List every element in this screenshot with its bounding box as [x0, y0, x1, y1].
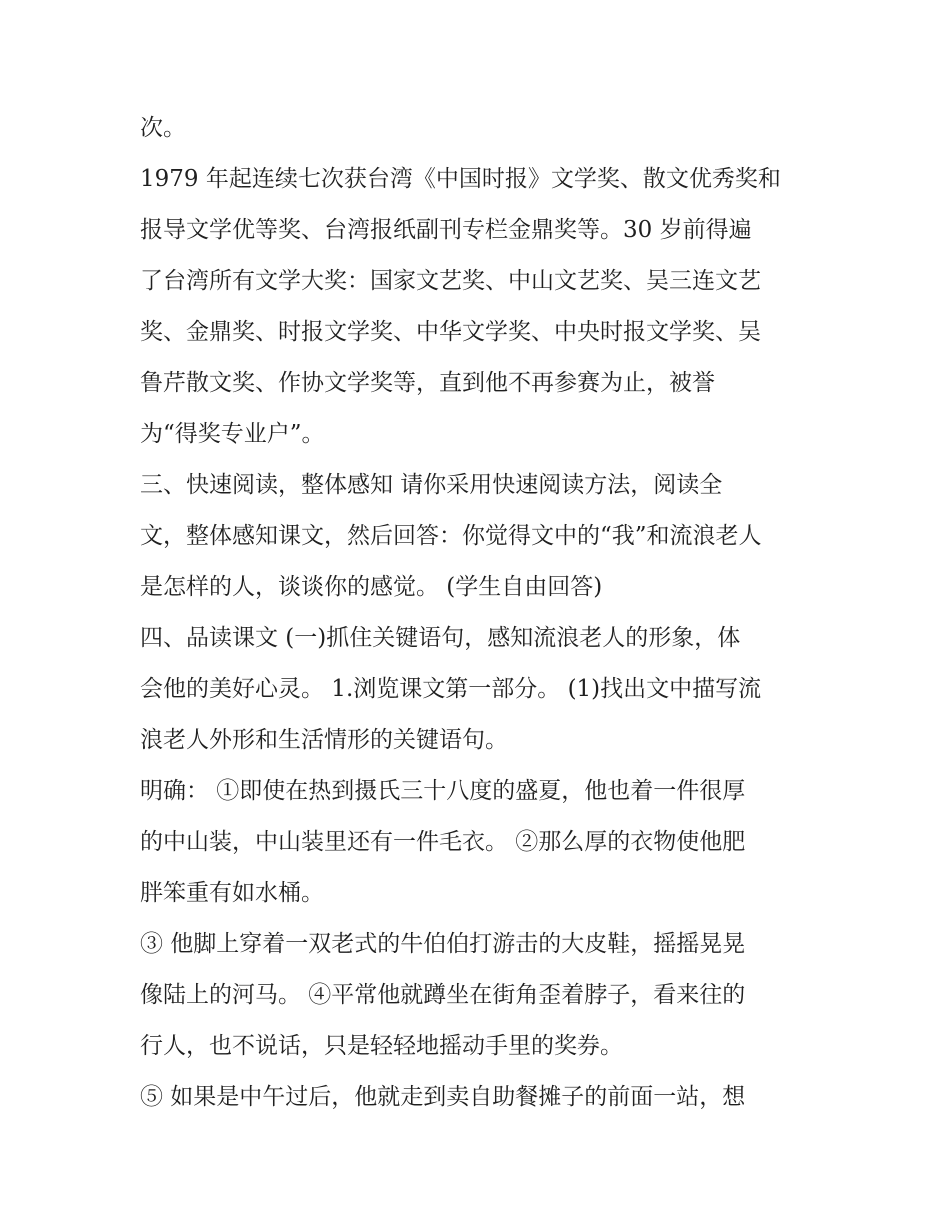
- text-line: 的中山装，中山装里还有一件毛衣。 ②那么厚的衣物使他肥: [140, 829, 746, 855]
- text-line: 1979 年起连续七次获台湾《中国时报》文学奖、散文优秀奖和: [140, 166, 781, 192]
- text-line: 是怎样的人，谈谈你的感觉。 (学生自由回答): [140, 574, 603, 600]
- text-line: 浪老人外形和生活情形的关键语句。: [140, 727, 508, 753]
- text-line: 明确： ①即使在热到摄氏三十八度的盛夏，他也着一件很厚: [140, 778, 746, 804]
- text-line: 奖、金鼎奖、时报文学奖、中华文学奖、中央时报文学奖、吴: [140, 319, 761, 345]
- text-line: ⑤ 如果是中午过后，他就走到卖自助餐摊子的前面一站，想: [140, 1084, 746, 1110]
- text-line: 报导文学优等奖、台湾报纸副刊专栏金鼎奖等。30 岁前得遍: [140, 217, 752, 243]
- text-line: 文，整体感知课文，然后回答：你觉得文中的“我”和流浪老人: [140, 523, 762, 549]
- text-line: 行人，也不说话，只是轻轻地摇动手里的奖券。: [140, 1033, 623, 1059]
- text-line: 次。: [140, 115, 186, 141]
- section-heading-line: 四、品读课文 (一)抓住关键语句，感知流浪老人的形象，体: [140, 625, 741, 651]
- text-line: 会他的美好心灵。 1.浏览课文第一部分。 (1)找出文中描写流: [140, 676, 762, 702]
- body-text: [140, 103, 820, 1123]
- text-line: ③ 他脚上穿着一双老式的牛伯伯打游击的大皮鞋，摇摇晃晃: [140, 931, 746, 957]
- text-line: 胖笨重有如水桶。: [140, 880, 324, 906]
- text-line: 像陆上的河马。 ④平常他就蹲坐在街角歪着脖子，看来往的: [140, 982, 746, 1008]
- text-line: 鲁芹散文奖、作协文学奖等，直到他不再参赛为止，被誉: [140, 370, 715, 396]
- text-line: 为“得奖专业户”。: [140, 421, 325, 447]
- text-line: 了台湾所有文学大奖：国家文艺奖、中山文艺奖、吴三连文艺: [140, 268, 761, 294]
- section-heading-line: 三、快速阅读，整体感知 请你采用快速阅读方法，阅读全: [140, 472, 723, 498]
